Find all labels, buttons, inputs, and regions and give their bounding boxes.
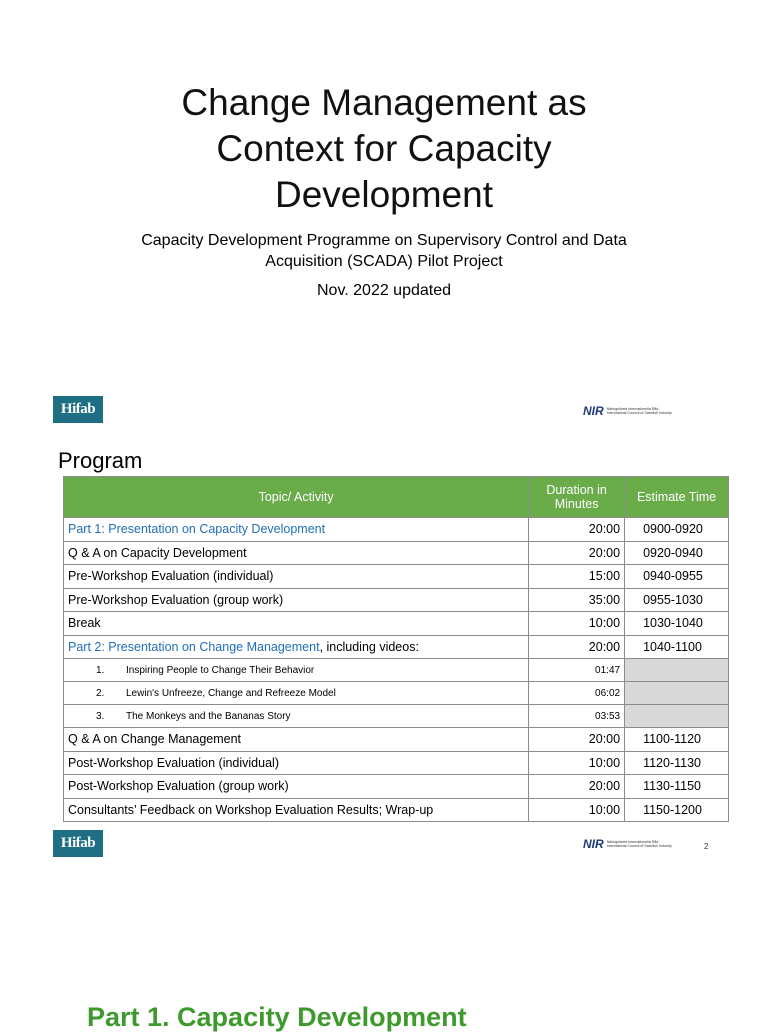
video-duration: 01:47 [529, 659, 625, 682]
nir-logo [583, 404, 672, 418]
table-row [64, 775, 729, 799]
table-row [64, 541, 729, 565]
video-row [64, 705, 729, 728]
nir-logo-line: International Council of Swedish Industry [606, 411, 672, 415]
slide-title [84, 80, 684, 218]
table-header-row [64, 477, 729, 518]
nir-logo [583, 837, 672, 851]
row-duration: 10:00 [529, 751, 625, 775]
video-index: 2. [96, 687, 105, 699]
title-line: Change Management as [181, 82, 587, 123]
row-topic-part: Part 2: Presentation on Change Management [68, 639, 320, 654]
row-topic: Pre-Workshop Evaluation (group work) [64, 588, 529, 612]
row-topic [64, 635, 529, 659]
row-topic-rest: , including videos: [319, 639, 419, 654]
video-title: The Monkeys and the Bananas Story [126, 710, 291, 722]
row-topic: Break [64, 612, 529, 636]
video-index: 3. [96, 710, 105, 722]
header-topic: Topic/ Activity [64, 477, 529, 518]
table-row [64, 518, 729, 542]
row-estimate: 0900-0920 [625, 518, 729, 542]
nir-logo-line: Näringslivets Internationella Råd [606, 839, 659, 844]
row-estimate: 1130-1150 [625, 775, 729, 799]
part1-heading: Part 1. Capacity Development [87, 1002, 467, 1032]
row-duration: 20:00 [529, 635, 625, 659]
table-row [64, 635, 729, 659]
video-estimate-empty [625, 705, 729, 728]
header-estimate: Estimate Time [625, 477, 729, 518]
nir-logo-text [607, 407, 672, 416]
nir-logo-line: International Council of Swedish Industry [606, 844, 672, 848]
row-topic: Post-Workshop Evaluation (group work) [64, 775, 529, 799]
row-topic: Part 1: Presentation on Capacity Development [64, 518, 529, 542]
row-duration: 15:00 [529, 565, 625, 589]
row-duration: 20:00 [529, 775, 625, 799]
program-heading: Program [58, 448, 143, 473]
row-estimate: 1120-1130 [625, 751, 729, 775]
slide-date: Nov. 2022 updated [316, 282, 452, 299]
row-duration: 10:00 [529, 612, 625, 636]
video-row [64, 659, 729, 682]
row-estimate: 1030-1040 [625, 612, 729, 636]
title-line: Context for Capacity [216, 128, 552, 169]
row-topic: Q & A on Change Management [64, 728, 529, 752]
row-topic: Post-Workshop Evaluation (individual) [64, 751, 529, 775]
video-estimate-empty [625, 682, 729, 705]
row-topic: Q & A on Capacity Development [64, 541, 529, 565]
table-row [64, 612, 729, 636]
table-row [64, 751, 729, 775]
program-table [63, 476, 729, 822]
row-duration: 10:00 [529, 798, 625, 822]
nir-logo-mark: NIR [583, 404, 604, 418]
row-duration: 20:00 [529, 541, 625, 565]
row-estimate: 1100-1120 [625, 728, 729, 752]
subtitle-line: Capacity Development Programme on Supervisory Control and Data [141, 232, 627, 249]
video-estimate-empty [625, 659, 729, 682]
video-row [64, 682, 729, 705]
video-topic [64, 705, 529, 728]
video-title: Lewin's Unfreeze, Change and Refreeze Model [126, 687, 336, 699]
video-duration: 03:53 [529, 705, 625, 728]
page-number: 2 [704, 842, 709, 851]
title-line: Development [274, 174, 493, 215]
row-estimate: 1040-1100 [625, 635, 729, 659]
hifab-logo: Hifab [53, 396, 103, 423]
table-row [64, 728, 729, 752]
nir-logo-text [607, 840, 672, 849]
table-row [64, 588, 729, 612]
table-row [64, 798, 729, 822]
hifab-logo: Hifab [53, 830, 103, 857]
row-estimate: 0955-1030 [625, 588, 729, 612]
header-duration: Duration in Minutes [529, 477, 625, 518]
video-duration: 06:02 [529, 682, 625, 705]
row-duration: 20:00 [529, 518, 625, 542]
row-duration: 35:00 [529, 588, 625, 612]
video-topic [64, 682, 529, 705]
row-topic: Consultants’ Feedback on Workshop Evaluation Results; Wrap-up [64, 798, 529, 822]
nir-logo-line: Näringslivets Internationella Råd [606, 406, 659, 411]
slide-subtitle [84, 230, 684, 272]
row-estimate: 0940-0955 [625, 565, 729, 589]
nir-logo-mark: NIR [583, 837, 604, 851]
video-topic [64, 659, 529, 682]
table-row [64, 565, 729, 589]
video-title: Inspiring People to Change Their Behavior [126, 664, 315, 676]
video-index: 1. [96, 664, 105, 676]
row-topic: Pre-Workshop Evaluation (individual) [64, 565, 529, 589]
row-estimate: 0920-0940 [625, 541, 729, 565]
row-duration: 20:00 [529, 728, 625, 752]
row-estimate: 1150-1200 [625, 798, 729, 822]
subtitle-line: Acquisition (SCADA) Pilot Project [265, 253, 503, 270]
